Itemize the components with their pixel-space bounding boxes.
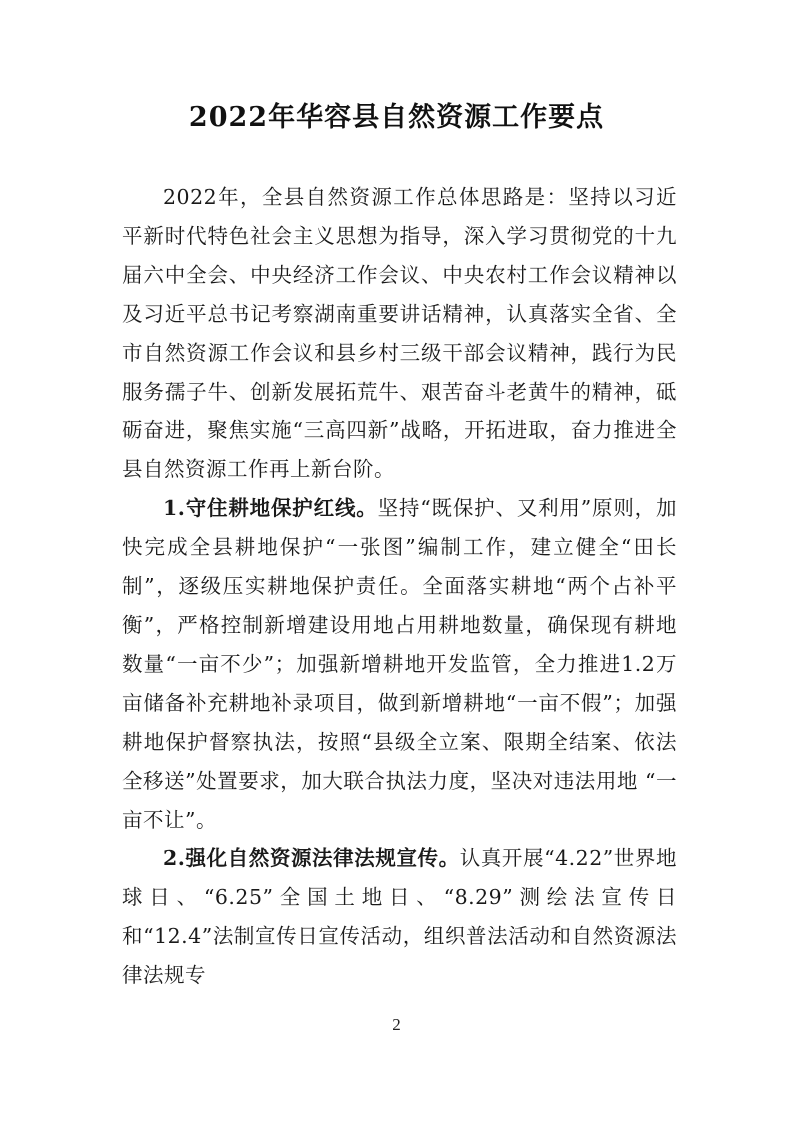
document-body — [122, 178, 677, 995]
section-text-1: 坚持“既保护、又利用”原则，加快完成全县耕地保护“一张图”编制工作，建立健全“田长制”，逐级压实耕地保护责任。全面落实耕地“两个占补平衡”，严格控制新增建设用地占用耕地数量，确保现有耕地数量“一亩不少”；加强新增耕地开发监管，全力推进1.2万亩储备补充耕地补录项目，做到新增耕地“一亩不假”；加强耕地保护督察执法，按照“县级全立案、限期全结案、依法全移送”处置要求，加大联合执法力度，坚决对违法用地 “一亩不让”。 — [122, 496, 677, 832]
section-heading-1: 1.守住耕地保护红线。 — [163, 496, 378, 521]
page-number: 2 — [392, 1015, 401, 1034]
section-heading-2: 2.强化自然资源法律法规宣传。 — [163, 846, 460, 871]
document-title: 2022年华容县自然资源工作要点 — [188, 102, 605, 133]
section-text-2: 认真开展“4.22”世界地球日、“6.25”全国土地日、“8.29”测绘法宣传日和“12.4”法制宣传日宣传活动，组织普法活动和自然资源法律法规专 — [122, 846, 678, 988]
section-paragraph-2 — [122, 839, 677, 995]
section-paragraph-1 — [122, 489, 677, 839]
intro-paragraph: 2022年，全县自然资源工作总体思路是：坚持以习近平新时代特色社会主义思想为指导，深入学习贯彻党的十九届六中全会、中央经济工作会议、中央农村工作会议精神以及习近平总书记考察湖南重要讲话精神，认真落实全省、全市自然资源工作会议和县乡村三级干部会议精神，践行为民服务孺子牛、创新发展拓荒牛、艰苦奋斗老黄牛的精神，砥砺奋进，聚焦实施“三高四新”战略，开拓进取，奋力推进全县自然资源工作再上新台阶。 — [122, 185, 677, 482]
